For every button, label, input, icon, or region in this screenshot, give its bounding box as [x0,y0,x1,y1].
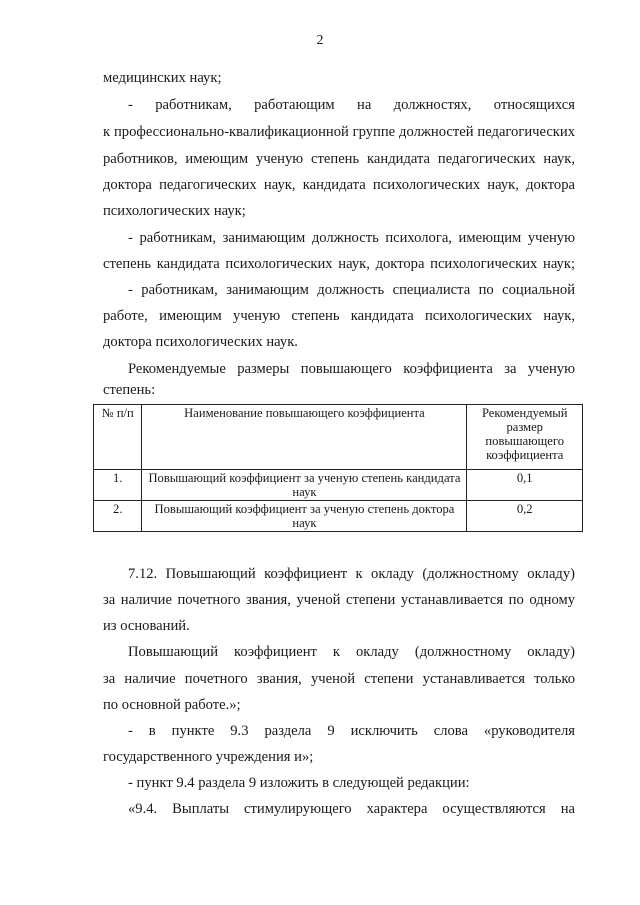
text-line: Рекомендуемые размеры повышающего коэффициента за ученую [128,361,575,377]
table-header-row [94,405,583,470]
coefficient-table [93,404,583,532]
row-name: Повышающий коэффициент за ученую степень кандидата наук [142,470,467,501]
text-line: - пункт 9.4 раздела 9 изложить в следующей редакции: [128,775,470,791]
header-value: Рекомендуемый размер повышающего коэффициента [467,405,583,470]
text-line: - работникам, занимающим должность психолога, имеющим ученую [128,230,575,246]
text-line: 7.12. Повышающий коэффициент к окладу (должностному окладу) [128,566,575,582]
row-name: Повышающий коэффициент за ученую степень доктора наук [142,501,467,532]
table-row [94,501,583,532]
text-line: медицинских наук; [103,70,222,86]
text-line: из оснований. [103,618,190,634]
text-line: степень кандидата психологических наук, доктора психологических наук; [103,256,575,272]
text-line: психологических наук; [103,203,246,219]
row-number: 2. [94,501,142,532]
text-line: за наличие почетного звания, ученой степени устанавливается только [103,671,575,687]
header-number: № п/п [94,405,142,470]
row-value: 0,2 [467,501,583,532]
text-line: государственного учреждения и»; [103,749,314,765]
text-line: «9.4. Выплаты стимулирующего характера осуществляются на [128,801,575,817]
page-number: 2 [316,33,324,48]
text-line: доктора педагогических наук, кандидата психологических наук, доктора [103,177,575,193]
text-line: по основной работе.»; [103,697,241,713]
text-line: степень: [103,382,156,398]
text-line: работе, имеющим ученую степень кандидата психологических наук, [103,308,575,324]
row-value: 0,1 [467,470,583,501]
text-line: - в пункте 9.3 раздела 9 исключить слова «руководителя [128,723,575,739]
text-line: за наличие почетного звания, ученой степени устанавливается по одному [103,592,575,608]
row-number: 1. [94,470,142,501]
text-line: работников, имеющим ученую степень кандидата педагогических наук, [103,151,575,167]
text-line: Повышающий коэффициент к окладу (должностному окладу) [128,644,575,660]
table-row [94,470,583,501]
text-line: - работникам, работающим на должностях, относящихся [128,97,575,113]
text-line: доктора психологических наук. [103,334,298,350]
text-line: к профессионально-квалификационной группе должностей педагогических [103,124,575,140]
text-line: - работникам, занимающим должность специалиста по социальной [128,282,575,298]
header-name: Наименование повышающего коэффициента [142,405,467,470]
